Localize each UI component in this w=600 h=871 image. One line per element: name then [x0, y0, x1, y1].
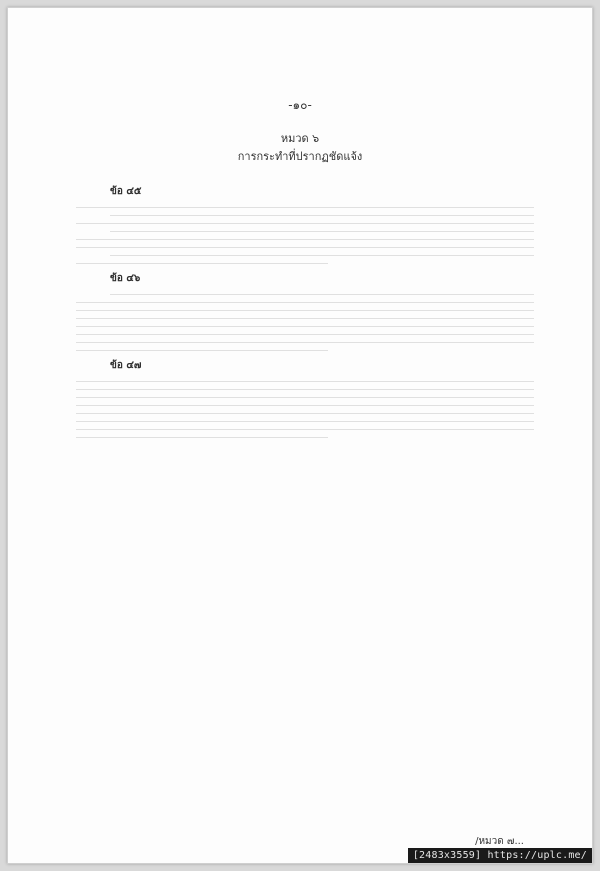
text-line-placeholder [76, 207, 534, 208]
continuation-marker: /หมวด ๗... [475, 836, 524, 847]
text-line-placeholder [76, 223, 534, 224]
clause-47 [76, 358, 534, 438]
text-line-placeholder [76, 397, 534, 398]
text-line-placeholder [76, 350, 328, 351]
text-line-placeholder [76, 413, 534, 414]
text-line-placeholder [76, 342, 534, 343]
clause-46-label: ข้อ ๔๖ [110, 273, 141, 284]
text-line-placeholder [76, 247, 534, 248]
chapter-label: หมวด ๖ [280, 132, 320, 145]
text-line-placeholder [76, 318, 534, 319]
chapter-heading [8, 130, 592, 166]
document-body [76, 184, 534, 445]
text-line-placeholder [110, 255, 534, 256]
clause-47-lead [76, 358, 534, 374]
clause-45-label: ข้อ ๔๕ [110, 186, 142, 197]
text-line-placeholder [76, 302, 534, 303]
text-line-placeholder [76, 310, 534, 311]
document-page [7, 7, 593, 864]
clause-47-label: ข้อ ๔๗ [110, 360, 142, 371]
clause-45 [76, 184, 534, 264]
text-line-placeholder [76, 334, 534, 335]
text-line-placeholder [76, 263, 328, 264]
text-line-placeholder [76, 381, 534, 382]
text-line-placeholder [76, 326, 534, 327]
text-line-placeholder [76, 437, 328, 438]
clause-45-lead [76, 184, 534, 200]
text-line-placeholder [76, 239, 534, 240]
text-line-placeholder [76, 389, 534, 390]
page-number: -๑๐- [288, 98, 312, 112]
text-line-placeholder [76, 429, 534, 430]
clause-46 [76, 271, 534, 351]
text-line-placeholder [110, 294, 534, 295]
resolution-watermark: [2483x3559] https://uplc.me/ [408, 848, 592, 863]
chapter-title: การกระทำที่ปรากฏชัดแจ้ง [237, 150, 363, 163]
text-line-placeholder [76, 405, 534, 406]
text-line-placeholder [76, 421, 534, 422]
text-line-placeholder [110, 215, 534, 216]
clause-46-lead [76, 271, 534, 287]
text-line-placeholder [110, 231, 534, 232]
